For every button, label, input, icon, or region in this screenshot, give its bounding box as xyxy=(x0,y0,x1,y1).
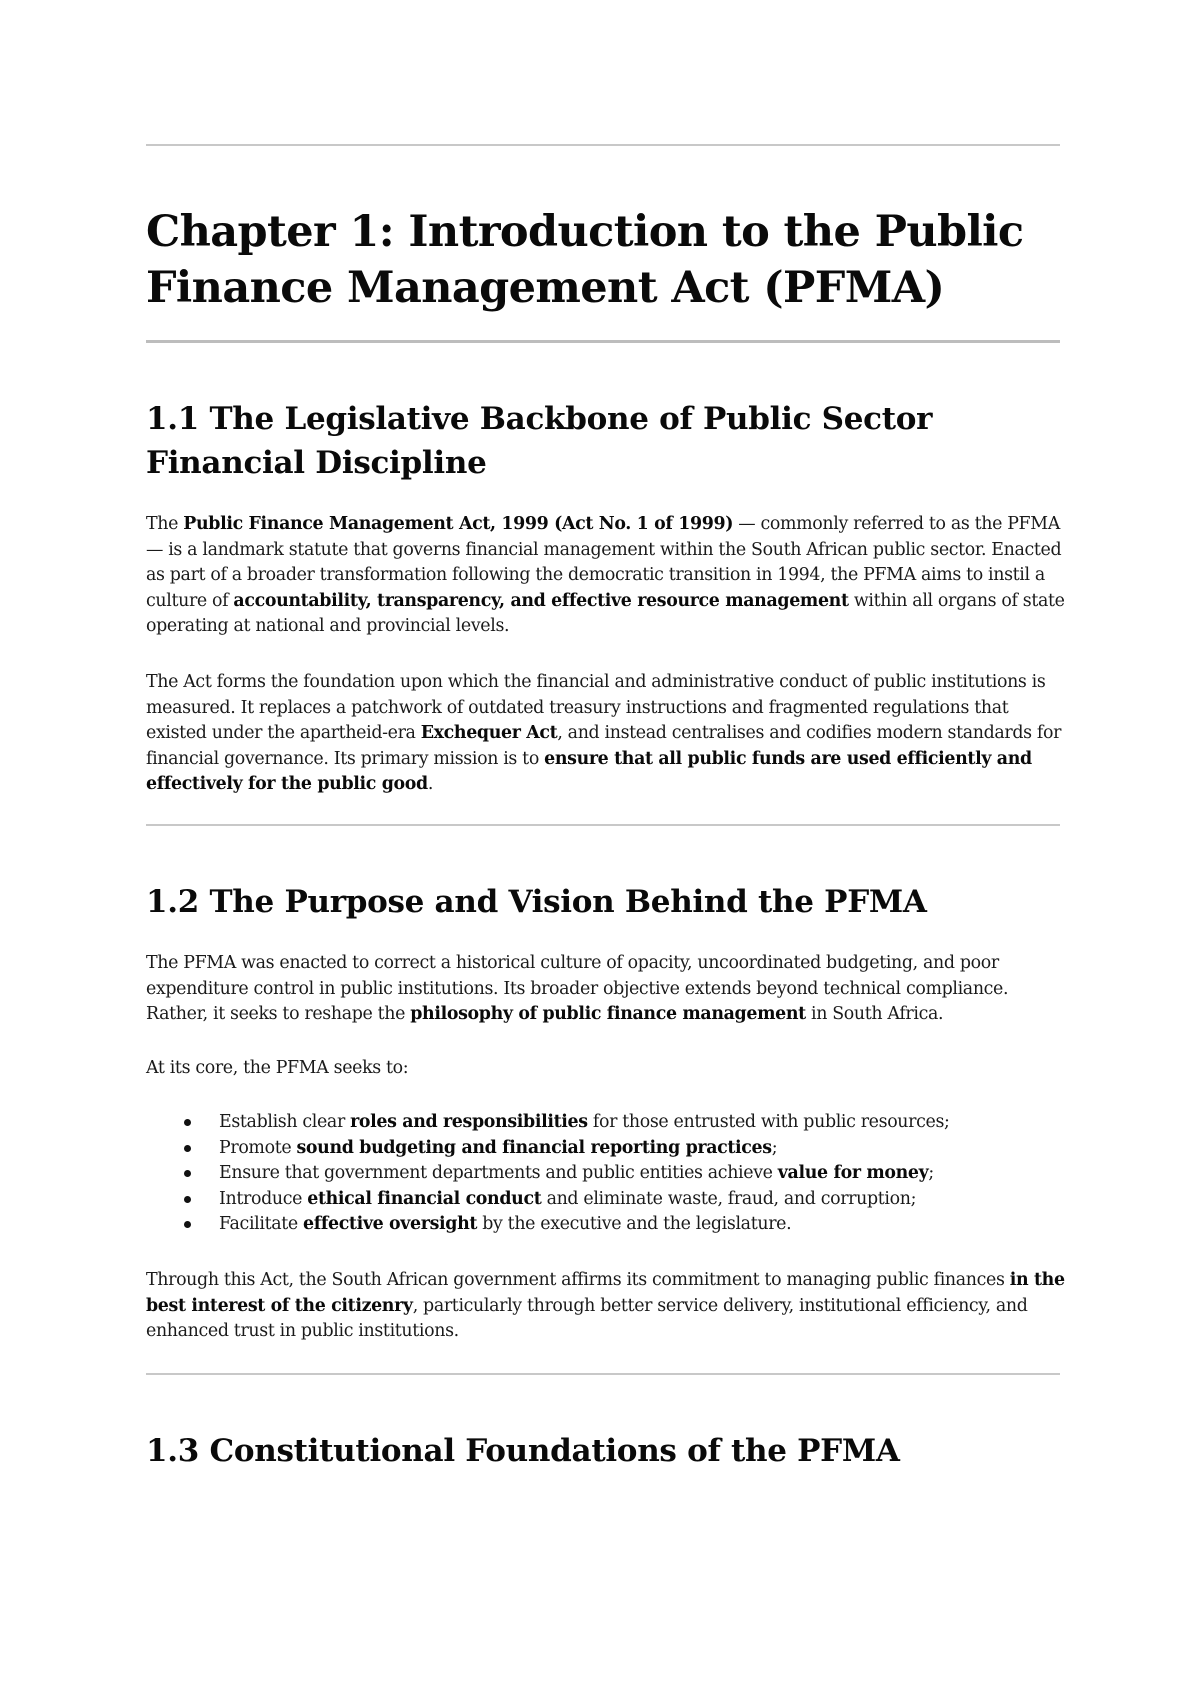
text-run: Ensure that government departments and public entities achieve xyxy=(219,1163,778,1183)
list-item xyxy=(146,1212,1060,1238)
section-1-2-heading: 1.2 The Purpose and Vision Behind the PFMA xyxy=(146,884,927,920)
text-run: Introduce xyxy=(219,1188,308,1209)
exchequer-act-bold: Exchequer Act xyxy=(420,723,558,743)
list-item xyxy=(146,1136,1060,1162)
text-run: by the executive and the legislature. xyxy=(477,1214,792,1234)
text-run: The xyxy=(146,514,184,534)
bold-run: effective oversight xyxy=(303,1214,478,1234)
bullet-icon xyxy=(184,1145,191,1152)
text-run: ; xyxy=(771,1137,778,1158)
bullet-icon xyxy=(184,1196,191,1203)
citizenry-bold: in the best interest of the citizenry xyxy=(146,1270,1065,1316)
section-1-2-paragraph-3 xyxy=(146,1268,1066,1345)
section-divider-2 xyxy=(146,1373,1060,1375)
bold-run: value for money xyxy=(777,1163,929,1183)
section-1-3-heading: 1.3 Constitutional Foundations of the PFMA xyxy=(146,1433,900,1469)
text-run: , and instead centralises and codifies modern standards for financial governance. Its primary mission is to xyxy=(146,723,1062,769)
text-run: . xyxy=(427,774,434,794)
text-run: The Act forms the foundation upon which the financial and administrative conduct of public institutions is measured. It replaces a patchwork of outdated treasury instructions and fragmented regulations that existed under the apartheid-era xyxy=(146,672,1046,743)
text-run: , particularly through better service delivery, institutional efficiency, and enhanced trust in public institutions. xyxy=(146,1295,1028,1341)
text-run: Establish clear xyxy=(219,1112,351,1132)
objectives-list xyxy=(146,1110,1060,1238)
text-run: Facilitate xyxy=(219,1214,303,1234)
text-run: in South Africa. xyxy=(805,1004,944,1024)
title-divider xyxy=(146,340,1060,343)
text-run: Through this Act, the South African government affirms its commitment to managing public finances xyxy=(146,1270,1010,1290)
list-item xyxy=(146,1161,1060,1187)
act-name-bold: Public Finance Management Act, 1999 (Act No. 1 of 1999) xyxy=(183,514,734,534)
chapter-title: Chapter 1: Introduction to the Public Finance Management Act (PFMA) xyxy=(146,207,1024,313)
section-1-1-heading: 1.1 The Legislative Backbone of Public Sector Financial Discipline xyxy=(146,401,933,481)
top-divider xyxy=(146,144,1060,146)
list-item xyxy=(146,1110,1060,1136)
text-run: within all organs of state operating at national and provincial levels. xyxy=(146,590,1065,636)
bold-run: ethical financial conduct xyxy=(307,1188,542,1209)
bold-run: roles and responsibilities xyxy=(350,1112,588,1132)
bullet-icon xyxy=(184,1119,191,1126)
bold-run: sound budgeting and financial reporting practices xyxy=(296,1137,772,1158)
key-principles-bold: accountability, transparency, and effective resource management xyxy=(233,590,849,611)
text-run: ; xyxy=(928,1163,934,1183)
text-run: for those entrusted with public resources; xyxy=(587,1112,950,1132)
text-run: and eliminate waste, fraud, and corruption; xyxy=(541,1188,917,1209)
section-divider-1 xyxy=(146,824,1060,826)
list-item xyxy=(146,1187,1060,1213)
text-run: Promote xyxy=(219,1137,297,1158)
bullet-icon xyxy=(184,1221,191,1228)
text-run: — commonly referred to as the PFMA — is a landmark statute that governs financial management within the South African public sector. Enacted as part of a broader transformation following the democratic transition in 1994, the PFMA aims to instil a culture of xyxy=(146,514,1062,611)
section-1-1-paragraph-2 xyxy=(146,670,1066,798)
bullet-icon xyxy=(184,1170,191,1177)
section-1-2-intro-line: At its core, the PFMA seeks to: xyxy=(146,1058,409,1078)
text-run: The PFMA was enacted to correct a historical culture of opacity, uncoordinated budgeting, and poor expenditure control in public institutions. Its broader objective extends beyond technical compliance. Rather, it seeks to reshape the xyxy=(146,953,1009,1024)
section-1-1-paragraph-1 xyxy=(146,512,1066,640)
section-1-2-paragraph-1 xyxy=(146,951,1066,1028)
philosophy-bold: philosophy of public finance management xyxy=(410,1004,806,1024)
primary-mission-bold: ensure that all public funds are used efficiently and effectively for the public good xyxy=(146,748,1032,794)
